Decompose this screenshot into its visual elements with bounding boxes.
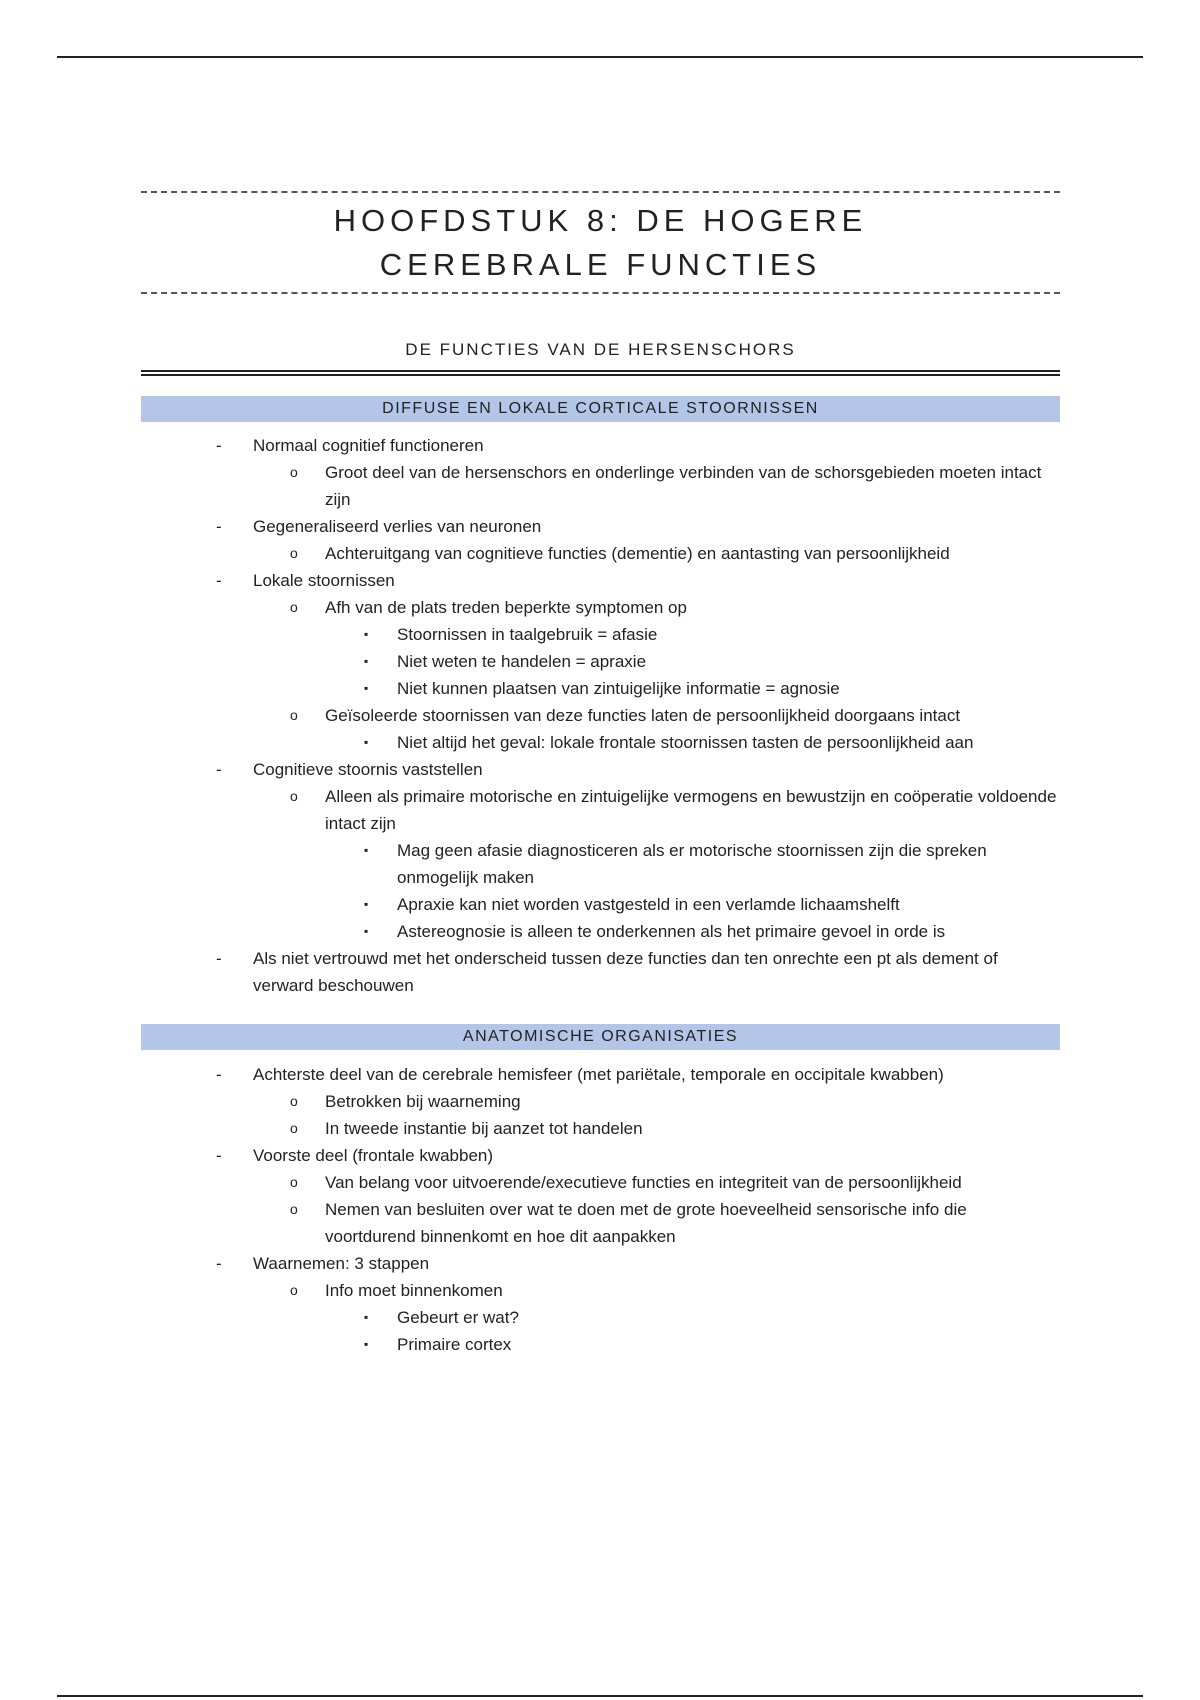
list-anatomische (141, 1061, 1060, 1358)
square-bullet: ▪ (364, 1310, 369, 1324)
square-bullet: ▪ (364, 735, 369, 749)
circle-bullet: o (290, 599, 298, 615)
dash-bullet: - (216, 1065, 222, 1084)
dash-bullet: - (216, 436, 222, 455)
square-bullet: ▪ (364, 1337, 369, 1351)
list-item: ▪ Niet altijd het geval: lokale frontale stoornissen tasten de persoonlijkheid aan (141, 729, 1060, 756)
list-item: - Cognitieve stoornis vaststellen (141, 756, 1060, 783)
chapter-title: HOOFDSTUK 8: DE HOGERE CEREBRALE FUNCTIES (333, 202, 868, 282)
circle-bullet: o (290, 545, 298, 561)
dash-bullet: - (216, 571, 222, 590)
circle-bullet: o (290, 464, 298, 480)
circle-bullet: o (290, 1201, 298, 1217)
list-item: - Als niet vertrouwd met het onderscheid tussen deze functies dan ten onrechte een pt als dement of verward beschouwen (141, 945, 1060, 999)
list-item: ▪ Apraxie kan niet worden vastgesteld in een verlamde lichaamshelft (141, 891, 1060, 918)
page-top-rule (57, 56, 1143, 58)
square-bullet: ▪ (364, 654, 369, 668)
list-item: ▪ Stoornissen in taalgebruik = afasie (141, 621, 1060, 648)
list-item: o Info moet binnenkomen (141, 1277, 1060, 1304)
list-item: ▪ Mag geen afasie diagnosticeren als er motorische stoornissen zijn die spreken onmogelijk maken (141, 837, 1060, 891)
list-item: o Achteruitgang van cognitieve functies (dementie) en aantasting van persoonlijkheid (141, 540, 1060, 567)
section-heading-diffuse: DIFFUSE EN LOKALE CORTICALE STOORNISSEN (141, 396, 1060, 422)
section-subtitle: DE FUNCTIES VAN DE HERSENSCHORS (405, 340, 796, 359)
list-item: o In tweede instantie bij aanzet tot handelen (141, 1115, 1060, 1142)
page-bottom-rule (57, 1695, 1143, 1697)
circle-bullet: o (290, 1093, 298, 1109)
circle-bullet: o (290, 1282, 298, 1298)
list-item: o Nemen van besluiten over wat te doen met de grote hoeveelheid sensorische info die voortdurend binnenkomt en hoe dit aanpakken (141, 1196, 1060, 1250)
list-item: o Geïsoleerde stoornissen van deze functies laten de persoonlijkheid doorgaans intact (141, 702, 1060, 729)
subtitle-double-rule (141, 370, 1060, 376)
list-item: - Voorste deel (frontale kwabben) (141, 1142, 1060, 1169)
list-item: - Lokale stoornissen (141, 567, 1060, 594)
dash-bullet: - (216, 517, 222, 536)
list-item: o Betrokken bij waarneming (141, 1088, 1060, 1115)
square-bullet: ▪ (364, 843, 369, 857)
list-item: - Gegeneraliseerd verlies van neuronen (141, 513, 1060, 540)
square-bullet: ▪ (364, 681, 369, 695)
circle-bullet: o (290, 1120, 298, 1136)
list-item: ▪ Primaire cortex (141, 1331, 1060, 1358)
dash-bullet: - (216, 1146, 222, 1165)
circle-bullet: o (290, 788, 298, 804)
list-diffuse (141, 432, 1060, 999)
dash-bullet: - (216, 949, 222, 968)
list-item: ▪ Niet weten te handelen = apraxie (141, 648, 1060, 675)
dash-bullet: - (216, 760, 222, 779)
list-item: o Groot deel van de hersenschors en onderlinge verbinden van de schorsgebieden moeten intact zijn (141, 459, 1060, 513)
chapter-title-block (141, 191, 1060, 294)
list-item: o Afh van de plats treden beperkte symptomen op (141, 594, 1060, 621)
list-item: o Van belang voor uitvoerende/executieve functies en integriteit van de persoonlijkheid (141, 1169, 1060, 1196)
list-item: ▪ Gebeurt er wat? (141, 1304, 1060, 1331)
list-item: - Normaal cognitief functioneren (141, 432, 1060, 459)
circle-bullet: o (290, 1174, 298, 1190)
circle-bullet: o (290, 707, 298, 723)
list-item: ▪ Niet kunnen plaatsen van zintuigelijke informatie = agnosie (141, 675, 1060, 702)
section-heading-anatomische: ANATOMISCHE ORGANISATIES (141, 1024, 1060, 1050)
list-item: o Alleen als primaire motorische en zintuigelijke vermogens en bewustzijn en coöperatie voldoende intact zijn (141, 783, 1060, 837)
list-item: - Achterste deel van de cerebrale hemisfeer (met pariëtale, temporale en occipitale kwabben) (141, 1061, 1060, 1088)
list-item: - Waarnemen: 3 stappen (141, 1250, 1060, 1277)
square-bullet: ▪ (364, 627, 369, 641)
square-bullet: ▪ (364, 897, 369, 911)
square-bullet: ▪ (364, 924, 369, 938)
dash-bullet: - (216, 1254, 222, 1273)
list-item: ▪ Astereognosie is alleen te onderkennen als het primaire gevoel in orde is (141, 918, 1060, 945)
